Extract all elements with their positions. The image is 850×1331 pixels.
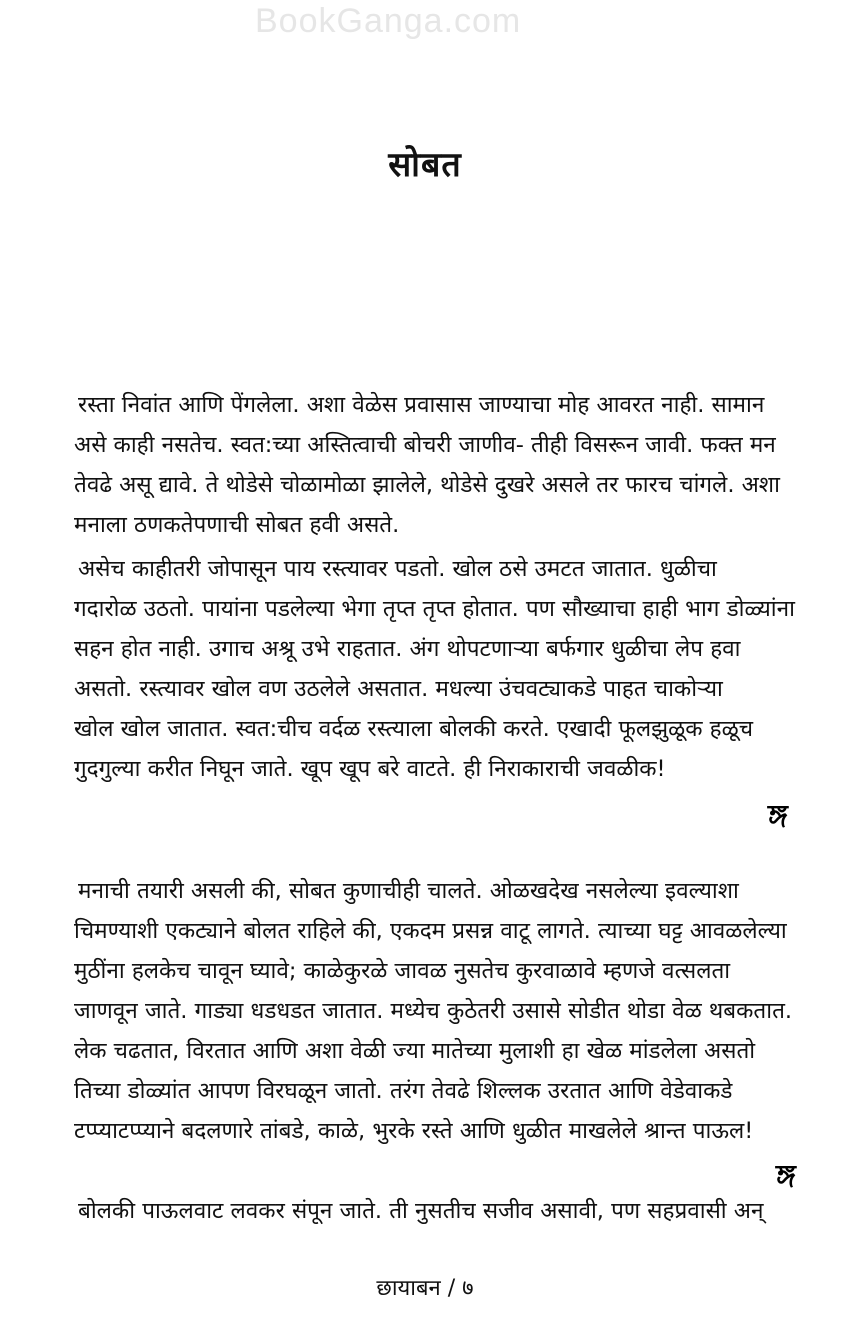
text-line: खोल खोल जातात. स्वत:चीच वर्दळ रस्त्याला बोलकी करते. एखादी फूलझुळूक हळूच (74, 716, 753, 742)
text-line: तेवढे असू द्यावे. ते थोडेसे चोळामोळा झालेले, थोडेसे दुखरे असले तर फारच चांगले. अशा (74, 472, 780, 498)
text-line: बोलकी पाऊलवाट लवकर संपून जाते. ती नुसतीच सजीव असावी, पण सहप्रवासी अन् (78, 1198, 764, 1224)
chapter-title: सोबत (388, 145, 462, 185)
section-ornament: ঙ্গ (768, 799, 788, 834)
text-line: असेच काहीतरी जोपासून पाय रस्त्यावर पडतो. खोल ठसे उमटत जातात. धुळीचा (78, 556, 717, 582)
text-line: चिमण्याशी एकट्याने बोलत राहिले की, एकदम प्रसन्न वाटू लागते. त्याच्या घट्ट आवळलेल्या (74, 918, 787, 944)
text-line: गदारोळ उठतो. पायांना पडलेल्या भेगा तृप्त तृप्त होतात. पण सौख्याचा हाही भाग डोळ्यांना (74, 596, 795, 622)
text-line: गुदगुल्या करीत निघून जाते. खूप खूप बरे वाटते. ही निराकाराची जवळीक! (74, 756, 666, 782)
section-ornament: ঙ্গ (776, 1159, 796, 1194)
page-footer: छायाबन / ७ (376, 1276, 474, 1301)
text-line: टप्प्याटप्प्याने बदलणारे तांबडे, काळे, भुरके रस्ते आणि धुळीत माखलेले श्रान्त पाऊल! (74, 1118, 754, 1144)
text-line: मनाची तयारी असली की, सोबत कुणाचीही चालते. ओळखदेख नसलेल्या इवल्याशा (78, 878, 739, 904)
text-line: मुठींना हलकेच चावून घ्यावे; काळेकुरळे जावळ नुसतेच कुरवाळावे म्हणजे वत्सलता (74, 958, 731, 984)
text-line: मनाला ठणकतेपणाची सोबत हवी असते. (74, 512, 400, 538)
text-line: तिच्या डोळ्यांत आपण विरघळून जातो. तरंग तेवढे शिल्लक उरतात आणि वेडेवाकडे (74, 1078, 733, 1104)
text-line: असे काही नसतेच. स्वत:च्या अस्तित्वाची बोचरी जाणीव- तीही विसरून जावी. फक्त मन (74, 432, 776, 458)
text-line: रस्ता निवांत आणि पेंगलेला. अशा वेळेस प्रवासास जाण्याचा मोह आवरत नाही. सामान (78, 392, 765, 418)
text-line: जाणवून जाते. गाड्या धडधडत जातात. मध्येच कुठेतरी उसासे सोडीत थोडा वेळ थबकतात. (74, 998, 793, 1024)
watermark: BookGanga.com (255, 2, 522, 40)
text-line: सहन होत नाही. उगाच अश्रू उभे राहतात. अंग थोपटणाऱ्या बर्फगार धुळीचा लेप हवा (74, 636, 741, 662)
text-line: लेक चढतात, विरतात आणि अशा वेळी ज्या मातेच्या मुलाशी हा खेळ मांडलेला असतो (74, 1038, 756, 1064)
text-line: असतो. रस्त्यावर खोल वण उठलेले असतात. मधल्या उंचवट्याकडे पाहत चाकोऱ्या (74, 676, 723, 702)
